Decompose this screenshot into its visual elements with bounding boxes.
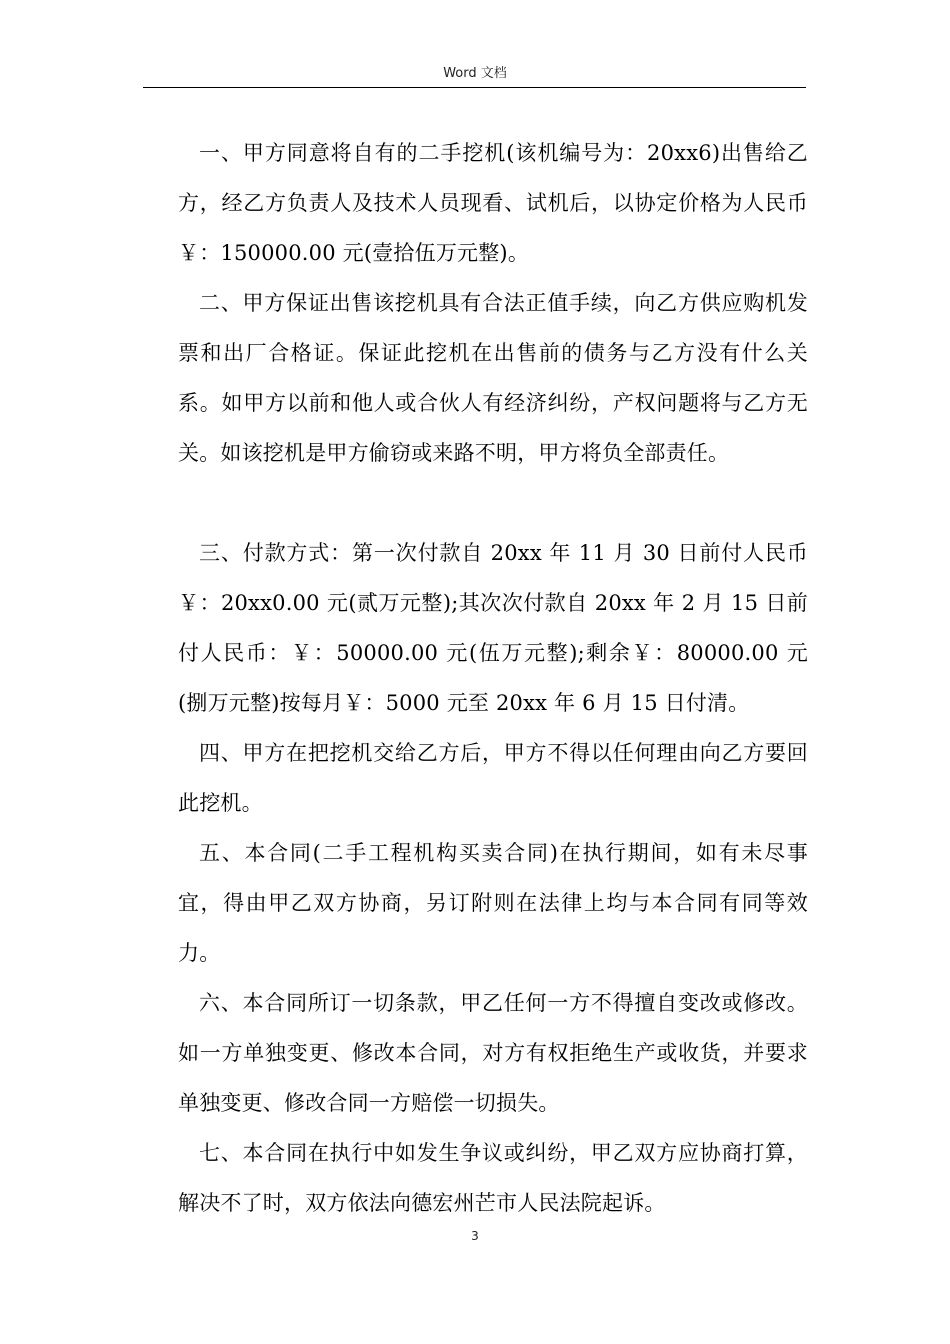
- clause-3: 三、付款方式：第一次付款自 20xx 年 11 月 30 日前付人民币￥：20xx0.00 元(贰万元整);其次次付款自 20xx 年 2 月 15 日前付人民币：￥：50000.00 元(伍万元整);剩余￥：80000.00 元(捌万元整)按每月￥：5000 元至 20xx 年 6 月 15 日付清。: [178, 541, 808, 715]
- document-body: [178, 128, 808, 1228]
- header-divider: [143, 87, 806, 88]
- clause-1: 一、甲方同意将自有的二手挖机(该机编号为：20xx6)出售给乙方，经乙方负责人及技术人员现看、试机后，以协定价格为人民币￥：150000.00 元(壹拾伍万元整)。: [178, 141, 808, 265]
- page-header-title: Word 文档: [443, 66, 507, 81]
- clause-2: 二、甲方保证出售该挖机具有合法正值手续，向乙方供应购机发票和出厂合格证。保证此挖机在出售前的债务与乙方没有什么关系。如甲方以前和他人或合伙人有经济纠纷，产权问题将与乙方无关。如该挖机是甲方偷窃或来路不明，甲方将负全部责任。: [178, 291, 808, 465]
- clause-4: 四、甲方在把挖机交给乙方后，甲方不得以任何理由向乙方要回此挖机。: [178, 741, 808, 815]
- clause-7: 七、本合同在执行中如发生争议或纠纷，甲乙双方应协商打算，解决不了时，双方依法向德宏州芒市人民法院起诉。: [178, 1141, 808, 1215]
- clause-6: 六、本合同所订一切条款，甲乙任何一方不得擅自变改或修改。如一方单独变更、修改本合同，对方有权拒绝生产或收货，并要求单独变更、修改合同一方赔偿一切损失。: [178, 991, 808, 1115]
- page-number: 3: [471, 1229, 479, 1243]
- clause-5: 五、本合同(二手工程机构买卖合同)在执行期间，如有未尽事宜，得由甲乙双方协商，另订附则在法律上均与本合同有同等效力。: [178, 841, 808, 965]
